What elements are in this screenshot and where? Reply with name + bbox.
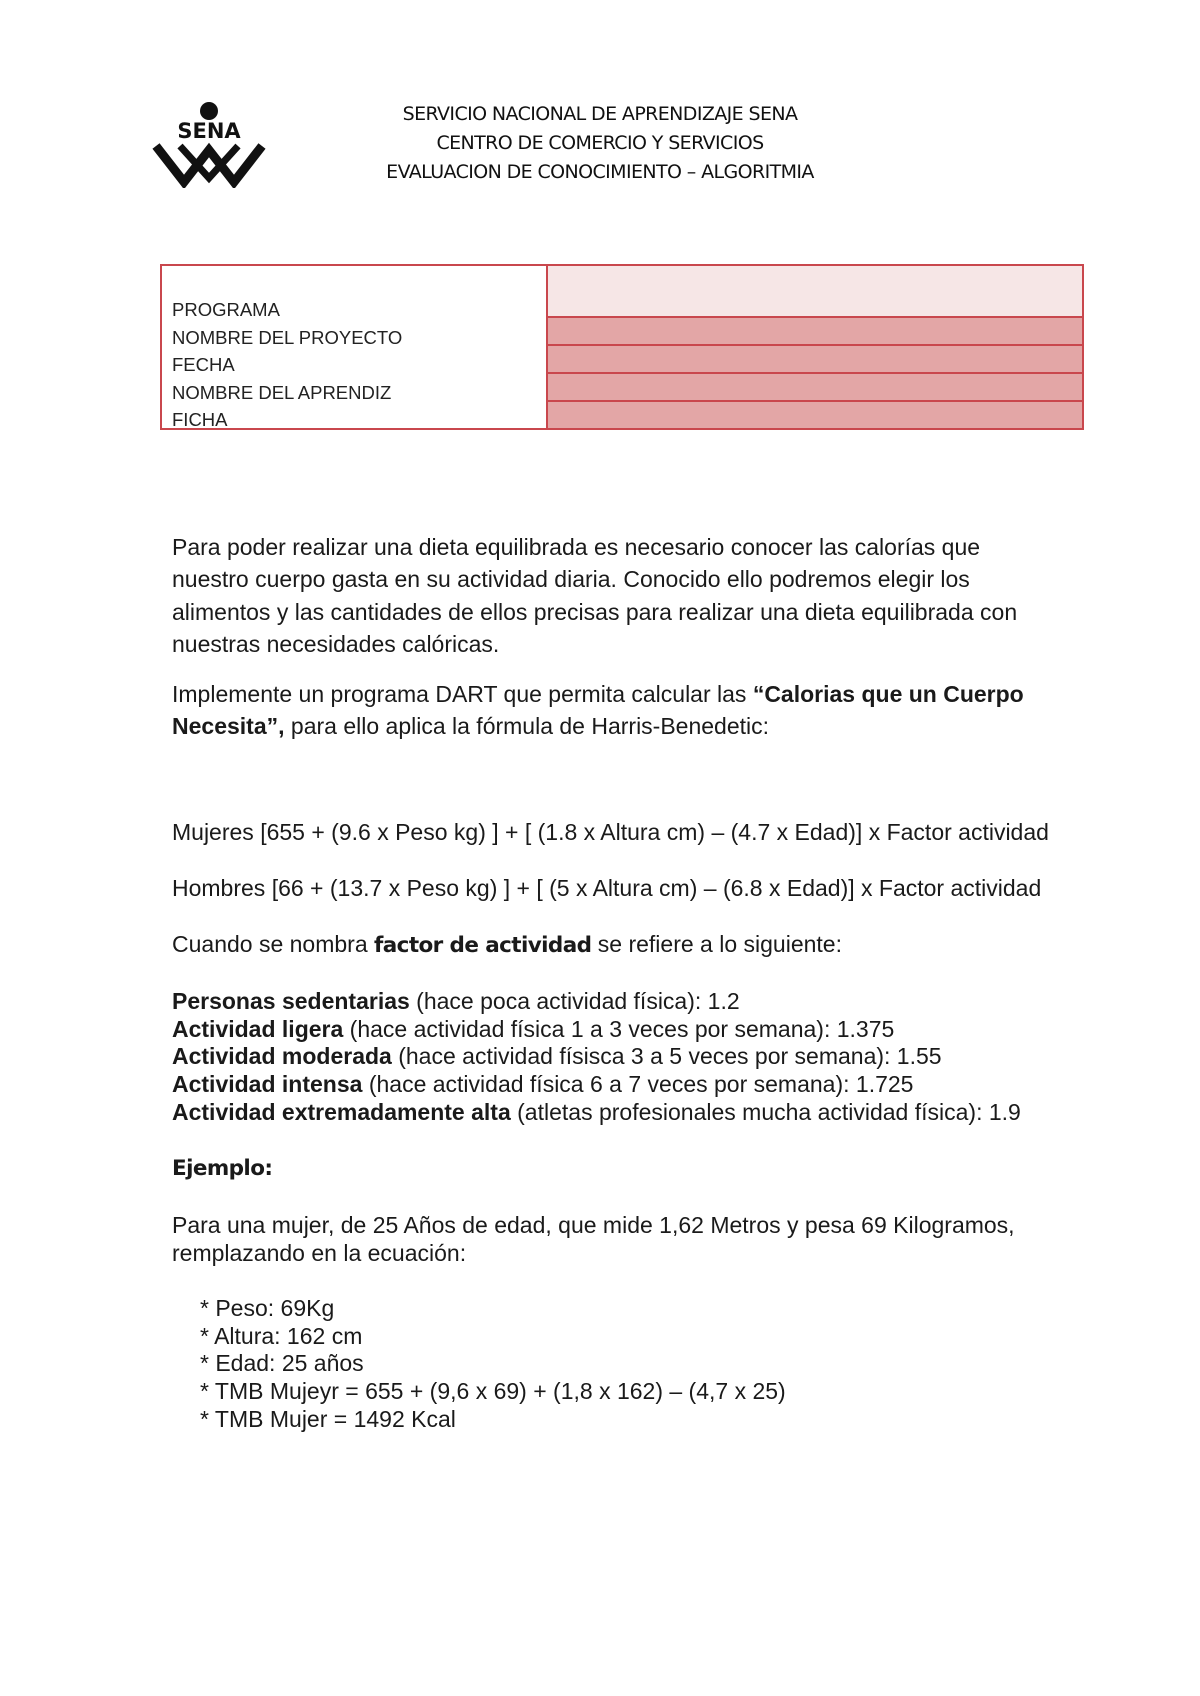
factor-desc: (atletas profesionales mucha actividad física): 1.9 xyxy=(510,1098,1021,1125)
task-text-end: para ello aplica la fórmula de Harris-Benedetic: xyxy=(284,713,770,740)
factor-desc: (hace poca actividad física): 1.2 xyxy=(409,987,740,1014)
factor-desc: (hace actividad físisca 3 a 5 veces por semana): 1.55 xyxy=(391,1043,942,1070)
value-programa-field[interactable] xyxy=(548,266,1082,318)
label-nombre-aprendiz: NOMBRE DEL APRENDIZ xyxy=(172,381,392,403)
task-program-name: “Calorias que un Cuerpo Necesita”, xyxy=(172,681,1024,740)
header-evaluation: EVALUACION DE CONOCIMIENTO – ALGORITMIA xyxy=(386,161,814,183)
formula-women: Mujeres [655 + (9.6 x Peso kg) ] + [ (1.8 x Altura cm) – (4.7 x Edad)] x Factor actividad xyxy=(172,818,1049,845)
info-labels xyxy=(162,266,548,428)
document-body xyxy=(172,531,1052,1434)
factor-item xyxy=(172,988,1052,1016)
example-item: * Peso: 69Kg xyxy=(200,1294,335,1321)
header-institution: SERVICIO NACIONAL DE APRENDIZAJE SENA xyxy=(402,103,798,125)
value-ficha-field[interactable] xyxy=(548,402,1082,428)
task-paragraph xyxy=(172,678,1052,743)
example-item: * TMB Mujer = 1492 Kcal xyxy=(200,1405,456,1432)
activity-intro-end: se refiere a lo siguiente: xyxy=(591,930,842,957)
factor-name: Actividad ligera xyxy=(172,1015,344,1042)
example-calculation-list xyxy=(172,1295,1052,1434)
logo-text: SENA xyxy=(177,119,241,143)
label-ficha: FICHA xyxy=(172,409,228,430)
info-values xyxy=(548,266,1082,428)
activity-factor-list xyxy=(172,988,1052,1127)
example-heading: Ejemplo: xyxy=(172,1155,273,1181)
activity-factor-term: factor de actividad xyxy=(374,932,592,958)
factor-name: Personas sedentarias xyxy=(172,987,410,1014)
example-item: * Edad: 25 años xyxy=(200,1350,364,1377)
factor-name: Actividad intensa xyxy=(172,1071,363,1098)
student-info-table xyxy=(160,264,1084,430)
document-header xyxy=(300,100,900,187)
activity-intro-start: Cuando se nombra xyxy=(172,930,375,957)
factor-desc: (hace actividad física 1 a 3 veces por semana): 1.375 xyxy=(343,1015,895,1042)
factor-name: Actividad extremadamente alta xyxy=(172,1098,511,1125)
formula-men: Hombres [66 + (13.7 x Peso kg) ] + [ (5 x Altura cm) – (6.8 x Edad)] x Factor actividad xyxy=(172,874,1042,901)
label-programa: PROGRAMA xyxy=(172,299,280,320)
intro-paragraph: Para poder realizar una dieta equilibrada es necesario conocer las calorías que nuestro cuerpo gasta en su actividad diaria. Conocido ello podremos elegir los alimentos y las cantidades de ellos precisas para realizar una dieta equilibrada con nuestras necesidades calóricas. xyxy=(172,534,1018,657)
factor-desc: (hace actividad física 6 a 7 veces por semana): 1.725 xyxy=(362,1071,914,1098)
value-nombre-proyecto-field[interactable] xyxy=(548,318,1082,346)
activity-factor-intro xyxy=(172,930,1052,960)
example-item: * Altura: 162 cm xyxy=(200,1322,363,1349)
task-text-start: Implemente un programa DART que permita calcular las xyxy=(172,681,753,708)
example-paragraph: Para una mujer, de 25 Años de edad, que mide 1,62 Metros y pesa 69 Kilogramos, remplazando en la ecuación: xyxy=(172,1211,1015,1266)
factor-item xyxy=(172,1099,1052,1127)
factor-item xyxy=(172,1071,1052,1099)
label-fecha: FECHA xyxy=(172,354,235,375)
header-center: CENTRO DE COMERCIO Y SERVICIOS xyxy=(436,132,764,154)
sena-logo xyxy=(150,102,268,188)
value-nombre-aprendiz-field[interactable] xyxy=(548,374,1082,402)
factor-item xyxy=(172,1016,1052,1044)
factor-item xyxy=(172,1043,1052,1071)
value-fecha-field[interactable] xyxy=(548,346,1082,374)
example-item: * TMB Mujeyr = 655 + (9,6 x 69) + (1,8 x 162) – (4,7 x 25) xyxy=(200,1378,786,1405)
label-nombre-proyecto: NOMBRE DEL PROYECTO xyxy=(172,326,403,348)
factor-name: Actividad moderada xyxy=(172,1043,392,1070)
